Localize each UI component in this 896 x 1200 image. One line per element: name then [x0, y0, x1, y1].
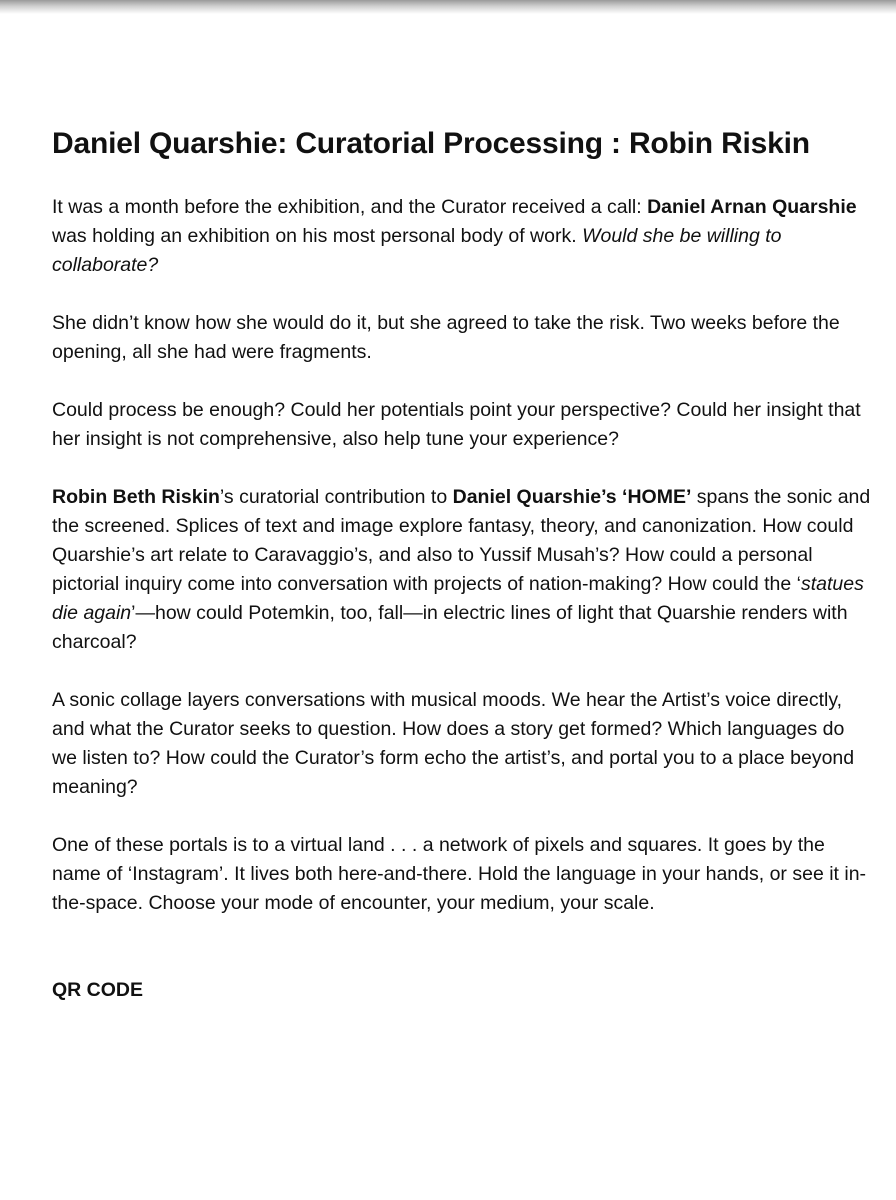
paragraph-contribution — [52, 483, 872, 657]
exhibition-name-bold: Daniel Quarshie’s ‘HOME’ — [452, 486, 692, 508]
artist-name-bold: Daniel Arnan Quarshie — [647, 196, 857, 218]
paragraph-intro — [52, 193, 872, 280]
document-title: Daniel Quarshie: Curatorial Processing : Robin Riskin — [52, 127, 810, 160]
statues-quote: statues die again — [52, 573, 864, 624]
intro-text-cont: was holding an exhibition on his most personal body of work. — [52, 225, 583, 247]
contribution-text-end: ’—how could Potemkin, too, fall—in electric lines of light that Quarshie renders with charcoal? — [52, 602, 848, 653]
paragraph-portals: One of these portals is to a virtual land . . . a network of pixels and squares. It goes by the name of ‘Instagram’. It lives both here-and-there. Hold the language in your hands, or see it in-the-space. Choose your mode of encounter, your medium, your scale. — [52, 834, 867, 914]
intro-text: It was a month before the exhibition, and the Curator received a call: — [52, 196, 648, 218]
page-top-shadow — [0, 0, 896, 14]
paragraph-process: Could process be enough? Could her potentials point your perspective? Could her insight that her insight is not comprehensive, also help tune your experience? — [52, 399, 861, 450]
collaborate-question: Would she be willing to collaborate? — [52, 225, 782, 276]
curator-name-bold: Robin Beth Riskin — [52, 486, 220, 508]
document-page — [52, 124, 872, 1005]
qr-code-label: QR CODE — [52, 979, 144, 1001]
paragraph-risk: She didn’t know how she would do it, but she agreed to take the risk. Two weeks before the opening, all she had were fragments. — [52, 312, 840, 363]
paragraph-sonic: A sonic collage layers conversations with musical moods. We hear the Artist’s voice directly, and what the Curator seeks to question. How does a story get formed? Which languages do we listen to? How could the Curator’s form echo the artist’s, and portal you to a place beyond meaning? — [52, 689, 855, 798]
contribution-text-cont: spans the sonic and the screened. Splices of text and image explore fantasy, theory, and canonization. How could Quarshie’s art relate to Caravaggio’s, and also to Yussif Musah’s? How could a personal pictorial inquiry come into conversation with projects of nation-making? How could the ‘ — [52, 486, 871, 595]
contribution-text: ’s curatorial contribution to — [219, 486, 453, 508]
